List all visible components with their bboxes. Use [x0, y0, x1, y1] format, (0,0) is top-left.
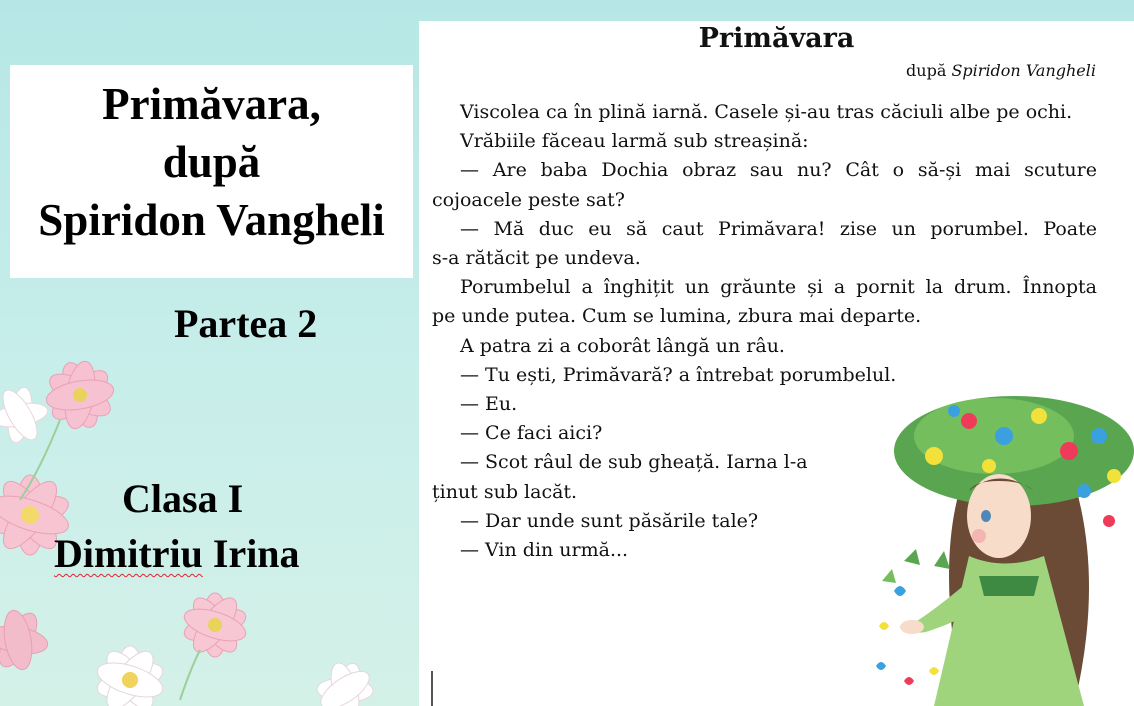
story-line: — Are baba Dochia obraz sau nu? Cât o să-și mai scuture	[460, 159, 1097, 182]
story-line: — Scot râul de sub gheață. Iarna l-a	[460, 451, 808, 474]
page-margin-line	[431, 671, 433, 706]
story-line: A patra zi a coborât lângă un râu.	[460, 334, 785, 357]
story-line: pe unde putea. Cum se lumina, zbura mai departe.	[432, 305, 922, 328]
byline-author: Spiridon Vangheli	[951, 61, 1096, 80]
author-first-name: Dimitriu	[54, 531, 203, 576]
story-line: Porumbelul a înghițit un grăunte și a pornit la drum. Înnopta	[460, 276, 1097, 299]
story-line: ținut sub lacăt.	[432, 480, 578, 503]
story-byline	[906, 61, 1096, 80]
part-label: Partea 2	[174, 301, 318, 346]
story-line: — Eu.	[460, 393, 518, 416]
story-line: — Mă duc eu să caut Primăvara! zise un porumbel. Poate	[460, 217, 1097, 240]
story-line: cojoacele peste sat?	[432, 188, 625, 211]
author-last-name: Irina	[212, 531, 300, 576]
author-name	[54, 530, 300, 577]
slide-title-box	[10, 65, 413, 278]
byline-prefix: după	[906, 61, 947, 80]
slide-title-line: după	[162, 137, 261, 187]
class-label: Clasa I	[122, 476, 244, 521]
story-line: Viscolea ca în plină iarnă. Casele și-au tras căciuli albe pe ochi.	[460, 101, 1073, 123]
story-line: Vrăbiile făceau larmă sub streașină:	[460, 130, 809, 153]
slide-title-line: Primăvara,	[102, 79, 321, 129]
spring-girl-illustration	[874, 381, 1134, 706]
story-line: — Ce faci aici?	[460, 422, 603, 445]
story-line: — Vin din urmă...	[460, 539, 629, 562]
story-line: — Tu ești, Primăvară? a întrebat porumbelul.	[460, 363, 897, 386]
textbook-page	[419, 21, 1134, 706]
story-line: s-a rătăcit pe undeva.	[432, 247, 641, 270]
story-line: — Dar unde sunt păsările tale?	[460, 509, 759, 532]
story-title: Primăvara	[698, 23, 855, 54]
slide-title-line: Spiridon Vangheli	[38, 195, 385, 245]
